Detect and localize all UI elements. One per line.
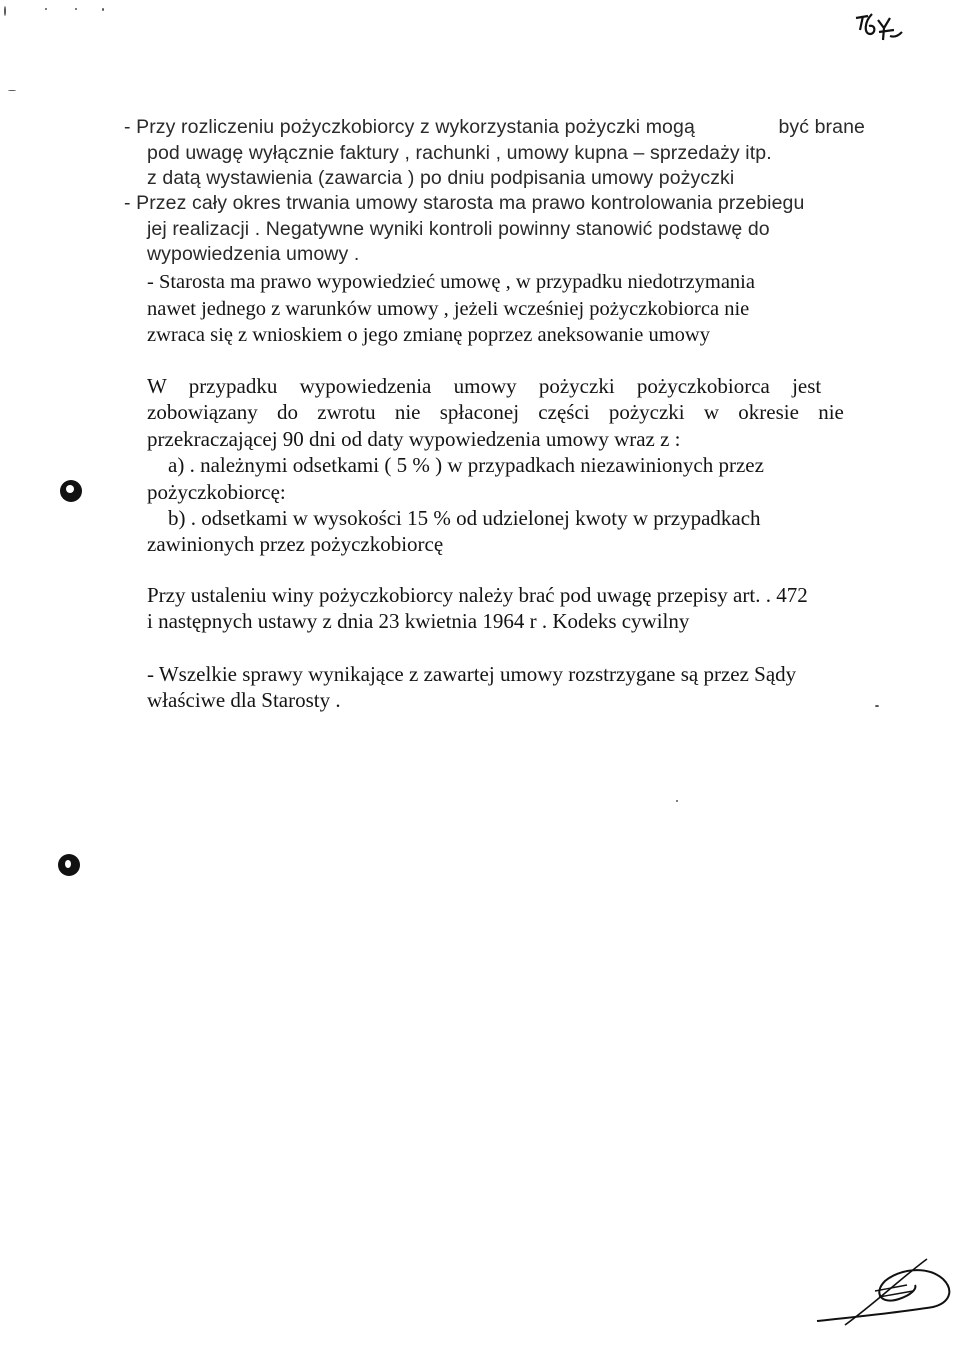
paragraph-2-line-2: jej realizacji . Negatywne wyniki kontroli powinny stanowić podstawę do — [147, 218, 770, 240]
paragraph-1-line-1-right: być brane — [778, 116, 865, 138]
paragraph-1-line-2: pod uwagę wyłącznie faktury , rachunki , umowy kupna – sprzedaży itp. — [147, 142, 772, 164]
scan-speck — [102, 8, 104, 11]
scan-speck — [45, 8, 47, 10]
paragraph-2-line-3: wypowiedzenia umowy . — [147, 243, 360, 265]
paragraph-6-line-1: - Wszelkie sprawy wynikające z zawartej umowy rozstrzygane są przez Sądy — [147, 662, 797, 686]
paragraph-3-line-3: zwraca się z wnioskiem o jego zmianę poprzez aneksowanie umowy — [147, 324, 710, 346]
paragraph-4-item-a-line-1: a) . należnymi odsetkami ( 5 % ) w przypadkach niezawinionych przez — [168, 453, 764, 477]
handwritten-signature — [815, 1255, 955, 1345]
punch-hole — [60, 480, 82, 502]
paragraph-4-line-1: W przypadku wypowiedzenia umowy pożyczki pożyczkobiorca jest — [147, 374, 822, 398]
scan-speck — [8, 90, 16, 91]
scan-speck — [875, 705, 879, 707]
paragraph-3-line-1: - Starosta ma prawo wypowiedzieć umowę , w przypadku niedotrzymania — [147, 271, 755, 293]
paragraph-4-line-2: zobowiązany do zwrotu nie spłaconej części pożyczki w okresie nie — [147, 400, 844, 424]
paragraph-4-item-b-line-2: zawinionych przez pożyczkobiorcę — [147, 532, 444, 556]
paragraph-5-line-2: i następnych ustawy z dnia 23 kwietnia 1964 r . Kodeks cywilny — [147, 609, 690, 633]
paragraph-5-line-1: Przy ustaleniu winy pożyczkobiorcy należy brać pod uwagę przepisy art. . 472 — [147, 583, 808, 607]
punch-hole — [58, 854, 80, 876]
paragraph-1-line-1-left: - Przy rozliczeniu pożyczkobiorcy z wykorzystania pożyczki mogą — [124, 116, 695, 138]
paragraph-3-line-2: nawet jednego z warunków umowy , jeżeli wcześniej pożyczkobiorca nie — [147, 298, 750, 320]
paragraph-4-line-3: przekraczającej 90 dni od daty wypowiedzenia umowy wraz z : — [147, 427, 681, 451]
paragraph-4-item-b-line-1: b) . odsetkami w wysokości 15 % od udzielonej kwoty w przypadkach — [168, 506, 761, 530]
scan-speck — [676, 800, 678, 802]
handwritten-page-mark — [850, 8, 910, 48]
paragraph-4-item-a-line-2: pożyczkobiorcę: — [147, 480, 286, 504]
paragraph-2-line-1: - Przez cały okres trwania umowy starosta ma prawo kontrolowania przebiegu — [124, 192, 805, 214]
paragraph-6-line-2: właściwe dla Starosty . — [147, 688, 341, 712]
scan-speck — [4, 6, 6, 16]
paragraph-1-line-3: z datą wystawienia (zawarcia ) po dniu podpisania umowy pożyczki — [147, 167, 735, 189]
scan-speck — [75, 8, 77, 10]
paragraph-1-line-1 — [124, 114, 865, 140]
